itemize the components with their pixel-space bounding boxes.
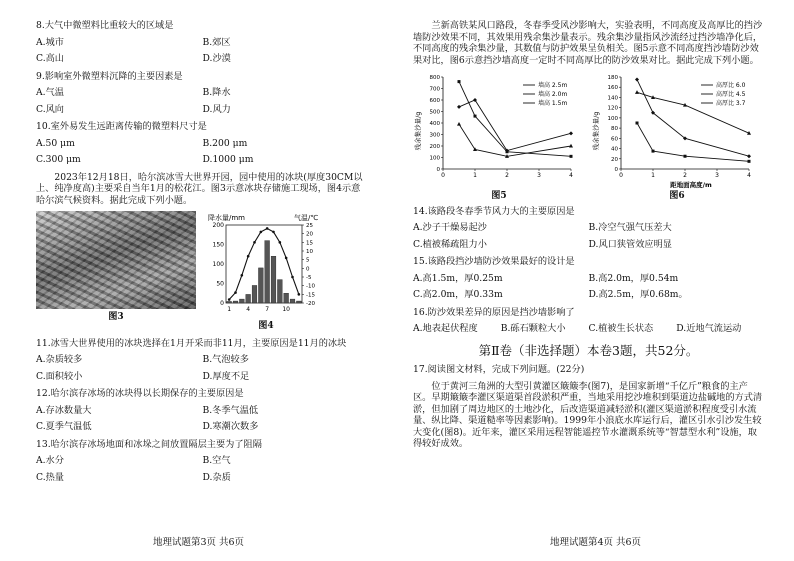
q9-option-c[interactable]: C.风向 — [36, 103, 64, 115]
q13-stem: 13.哈尔滨存冰场地面和冰垛之间放置隔层主要为了阻隔 — [36, 438, 262, 450]
q14-option-c[interactable]: C.植被稀疏阻力小 — [413, 238, 487, 250]
climate-x-tick-label: 10 — [282, 306, 290, 313]
fig6-x-axis-label: 距地面高度/m — [670, 181, 712, 189]
fig5-y-tick-label: 0 — [436, 167, 440, 173]
q16-option-d[interactable]: D.近地气流运动 — [676, 323, 742, 335]
q14-option-b[interactable]: B.冷空气强气压差大 — [588, 222, 672, 234]
q13-option-b[interactable]: B.空气 — [202, 455, 231, 467]
climate-left-tick-label: 200 — [212, 222, 224, 229]
temperature-point — [260, 231, 263, 234]
figure-6 — [591, 71, 763, 202]
q16-stem: 16.防沙效果差异的原因是挡沙墙影响了 — [413, 306, 575, 318]
q15-option-a[interactable]: A.高1.5m，厚0.25m — [413, 272, 503, 284]
fig5-y-axis-label: 残余集沙量/g — [414, 111, 422, 151]
fig5-point — [457, 105, 461, 109]
temperature-point — [253, 241, 256, 244]
q12-stem: 12.哈尔滨存冰场的冰块得以长期保存的主要原因是 — [36, 388, 244, 400]
fig6-y-tick-label: 180 — [607, 75, 618, 81]
temperature-point — [272, 231, 275, 234]
q13-options — [36, 455, 369, 483]
q11-stem: 11.冰雪大世界使用的冰块选择在1月开采而非11月，主要原因是11月的冰块 — [36, 337, 347, 349]
fig5-x-tick-label: 2 — [505, 172, 509, 179]
fig6-point — [635, 78, 639, 82]
climate-right-tick-label: 20 — [306, 231, 313, 238]
climate-right-tick-label: -15 — [306, 292, 315, 299]
q16-option-b[interactable]: B.砾石颗粒大小 — [500, 323, 566, 335]
fig5-y-tick-label: 300 — [429, 132, 440, 139]
q9-stem: 9.影响室外微塑料沉降的主要因素是 — [36, 70, 183, 82]
climate-left-tick-label: 0 — [220, 300, 224, 307]
temperature-point — [228, 298, 231, 301]
precip-bar — [246, 294, 251, 303]
precip-bar — [296, 301, 301, 303]
q14-option-d[interactable]: D.风口狭管效应明显 — [588, 238, 672, 250]
q8-option-a[interactable]: A.城市 — [36, 36, 64, 48]
q17-material: 位于黄河三角洲的大型引黄灌区簸簸李(图7)，是国家新增“千亿斤”粮食的主产区。早期簸簸李灌区渠道渠首段淤积严重，当地采用挖沙堆积到渠道边盐碱地的方式清淤，但加剧了周边地区的土地沙化，后改造渠道减轻淤积(灌区渠道淤积程度受引水流量、纵比降、渠道糙率等因素影响)。1999年小浪底水库运行后，灌区引水引沙发生较大变化(图8)。近年来，灌区采用远程智能遥控节水灌溉系统等“智慧型水利”设施，取得较好成效。 — [413, 380, 763, 450]
fig5-y-tick-label: 700 — [429, 86, 440, 93]
fig6-x-tick-label: 3 — [715, 172, 719, 179]
precip-bar — [239, 299, 244, 303]
q12-option-a[interactable]: A.存冰数量大 — [36, 404, 92, 416]
q8-option-b[interactable]: B.郊区 — [202, 36, 231, 48]
fig6-legend-label: 高厚比 6.0 — [716, 82, 746, 89]
fig5-point — [569, 131, 573, 135]
climate-left-tick-label: 50 — [216, 280, 224, 288]
figure-4 — [206, 211, 326, 332]
precip-bar — [227, 301, 232, 303]
climate-right-tick-label: 25 — [306, 223, 313, 229]
q13-option-d[interactable]: D.杂质 — [202, 471, 231, 483]
q15-option-b[interactable]: B.高2.0m，厚0.54m — [588, 272, 679, 284]
temperature-point — [247, 255, 250, 258]
page-3-footer: 地理试题第3页 共6页 — [152, 537, 245, 549]
fig5-point — [458, 80, 461, 83]
ice-storage-photo — [36, 211, 196, 309]
climate-right-axis-label: 气温/℃ — [294, 214, 319, 222]
fig5-point — [569, 144, 573, 148]
climate-right-tick-label: 5 — [306, 257, 310, 264]
climate-x-tick-label: 4 — [246, 306, 251, 313]
fig6-legend-label: 高厚比 3.7 — [716, 100, 746, 107]
precip-bar — [271, 256, 276, 303]
fig5-y-tick-label: 800 — [429, 75, 440, 81]
fig6-point — [748, 160, 751, 163]
q10-options — [36, 138, 369, 166]
page-right — [397, 0, 794, 561]
fig6-point — [636, 122, 639, 125]
precip-bar — [233, 301, 238, 303]
fig6-point — [635, 90, 639, 94]
fig6-x-tick-label: 4 — [747, 172, 751, 179]
fig5-x-tick-label: 4 — [569, 172, 573, 179]
q9-option-a[interactable]: A.气温 — [36, 87, 64, 98]
fig6-series-line — [637, 123, 749, 161]
fig5-point — [474, 115, 477, 118]
fig5-y-tick-label: 400 — [429, 121, 440, 127]
q14-options — [413, 222, 764, 250]
q8-option-c[interactable]: C.高山 — [36, 53, 64, 64]
precip-bar — [258, 268, 263, 303]
precip-bar — [284, 293, 289, 303]
precip-bar — [290, 299, 295, 303]
q11-option-d[interactable]: D.厚度不足 — [202, 370, 250, 382]
q12-option-b[interactable]: B.冬季气温低 — [202, 404, 259, 416]
fig6-x-tick-label: 2 — [683, 172, 687, 179]
fig6-x-tick-label: 1 — [651, 172, 655, 179]
climate-x-tick-label: 7 — [265, 306, 270, 313]
climate-plot-frame — [226, 225, 302, 303]
q10-option-a[interactable]: A.50 μm — [36, 137, 75, 149]
fig6-y-tick-label: 40 — [611, 146, 618, 153]
q11-option-b[interactable]: B.气泡较多 — [202, 354, 249, 366]
q8-options — [36, 37, 369, 65]
fig5-legend-label: 墙高 2.0m — [538, 91, 568, 98]
fig5-x-tick-label: 1 — [473, 172, 477, 179]
temperature-point — [298, 293, 301, 296]
q16-option-c[interactable]: C.植被生长状态 — [588, 323, 654, 335]
fig5-y-tick-label: 100 — [429, 155, 440, 162]
fig5-series-line — [459, 100, 571, 151]
fig5-y-tick-label: 600 — [429, 98, 440, 104]
q10-stem: 10.室外易发生远距离传输的微塑料尺寸是 — [36, 121, 207, 132]
figure-3 — [36, 211, 196, 323]
section-2-heading: 第Ⅱ卷（非选择题）本卷3题，共52分。 — [478, 342, 699, 358]
q12-option-d[interactable]: D.寒潮次数多 — [202, 421, 259, 433]
precip-bar — [265, 241, 270, 303]
q11-option-a[interactable]: A.杂质较多 — [36, 354, 83, 366]
fig6-chart — [591, 71, 763, 189]
q15-stem: 15.该路段挡沙墙防沙效果最好的设计是 — [413, 256, 575, 268]
q11-options — [36, 354, 369, 382]
fig5-series-line — [459, 124, 571, 156]
climate-right-tick-label: -10 — [306, 283, 315, 290]
climate-chart — [206, 211, 326, 321]
fig5-x-tick-label: 0 — [441, 172, 445, 179]
climate-right-tick-label: -20 — [306, 301, 315, 307]
fig6-y-tick-label: 0 — [614, 167, 618, 173]
q10-option-d[interactable]: D.1000 μm — [202, 154, 254, 165]
precip-bar — [277, 280, 282, 303]
figure-3-caption: 图3 — [108, 312, 124, 322]
fig5-y-tick-label: 500 — [429, 109, 440, 116]
figure-6-caption: 图6 — [669, 190, 685, 201]
fig5-legend-label: 墙高 2.5m — [538, 82, 568, 89]
fig6-y-tick-label: 140 — [607, 95, 618, 102]
q12-options — [36, 405, 369, 433]
fig5-point — [570, 155, 573, 158]
fig6-y-axis-label: 残余集沙量/g — [592, 111, 600, 151]
q9-option-b[interactable]: B.降水 — [202, 87, 231, 98]
fig6-y-tick-label: 160 — [607, 85, 618, 92]
climate-right-tick-label: 10 — [306, 249, 313, 255]
fig5-chart — [413, 71, 585, 189]
q16-options — [413, 323, 764, 335]
climate-x-tick-label: 1 — [227, 306, 232, 313]
fig6-legend-label: 高厚比 4.5 — [716, 91, 746, 98]
fig5-x-tick-label: 3 — [537, 172, 541, 179]
fig5-point — [457, 122, 461, 126]
figure-4-caption: 图4 — [258, 320, 274, 331]
climate-left-tick-label: 100 — [212, 261, 224, 268]
figures-5-6 — [413, 71, 764, 202]
q9-option-d[interactable]: D.风力 — [202, 103, 231, 115]
fig6-x-tick-label: 0 — [619, 172, 623, 179]
temperature-point — [241, 274, 244, 277]
precip-bar — [252, 285, 257, 303]
climate-left-tick-label: 150 — [212, 241, 224, 249]
fig6-y-tick-label: 120 — [607, 105, 618, 112]
q10-option-c[interactable]: C.300 μm — [36, 154, 81, 165]
fig6-y-tick-label: 80 — [611, 126, 618, 133]
fig6-point — [747, 154, 751, 158]
figure-5-caption: 图5 — [491, 190, 507, 201]
q13-option-a[interactable]: A.水分 — [36, 455, 64, 467]
q15-option-c[interactable]: C.高2.0m，厚0.33m — [413, 289, 503, 301]
climate-right-tick-label: -5 — [306, 275, 312, 281]
q8-option-d[interactable]: D.沙漠 — [202, 53, 231, 64]
climate-left-axis-label: 降水量/mm — [208, 214, 245, 222]
q12-option-c[interactable]: C.夏季气温低 — [36, 421, 92, 433]
q8-stem: 8.大气中微塑料比重较大的区域是 — [36, 20, 174, 31]
q15-option-d[interactable]: D.高2.5m，厚0.68m。 — [588, 289, 688, 301]
q11-option-c[interactable]: C.面积较小 — [36, 370, 83, 382]
q9-options — [36, 87, 369, 115]
figure-5 — [413, 71, 585, 202]
temperature-line — [229, 228, 299, 299]
fig6-point — [652, 150, 655, 153]
fig6-y-tick-label: 20 — [611, 156, 618, 163]
fig6-y-tick-label: 60 — [611, 136, 618, 143]
temperature-point — [234, 291, 237, 294]
fig6-point — [684, 155, 687, 158]
page-4-footer: 地理试题第4页 共6页 — [549, 537, 642, 549]
q13-option-c[interactable]: C.热量 — [36, 471, 64, 483]
temperature-point — [291, 276, 294, 279]
ice-intro: 2023年12月18日，哈尔滨冰雪大世界开园，园中使用的冰块(厚度30CM以上、纯净度高)主要采自当年1月的松花江。图3示意冰块存储施工现场，图4示意哈尔滨气候资料。据此完成下列小题。 — [36, 171, 363, 206]
temperature-point — [279, 241, 282, 244]
fig6-y-tick-label: 100 — [607, 115, 618, 122]
q16-option-a[interactable]: A.地表起伏程度 — [413, 323, 478, 335]
sand-intro: 兰新高铁某风口路段，冬春季受风沙影响大，实验表明，不同高度及高厚比的挡沙墙防沙效果不同，其效果用残余集沙量表示。残余集沙量指风沙流经过挡沙墙净化后，不同高度的残余集沙量，其数值与防护效果呈负相关。图5示意不同高度挡沙墙防沙效果对比，图6示意挡沙墙高度一定时不同高厚比的防沙效果对比。据此完成下列小题。 — [413, 20, 763, 66]
temperature-point — [285, 257, 288, 260]
q17-stem: 17.阅读图文材料，完成下列问题。(22分) — [413, 364, 585, 376]
q14-stem: 14.该路段冬春季节风力大的主要原因是 — [413, 205, 575, 217]
q14-option-a[interactable]: A.沙子干燥易起沙 — [413, 222, 487, 234]
figures-3-4 — [36, 211, 369, 332]
climate-right-tick-label: 15 — [306, 240, 313, 247]
temperature-point — [266, 227, 269, 230]
fig5-legend-label: 墙高 1.5m — [538, 100, 568, 107]
fig5-y-tick-label: 200 — [429, 144, 440, 150]
q10-option-b[interactable]: B.200 μm — [202, 137, 248, 149]
q15-options — [413, 273, 764, 301]
climate-right-tick-label: 0 — [306, 266, 310, 273]
